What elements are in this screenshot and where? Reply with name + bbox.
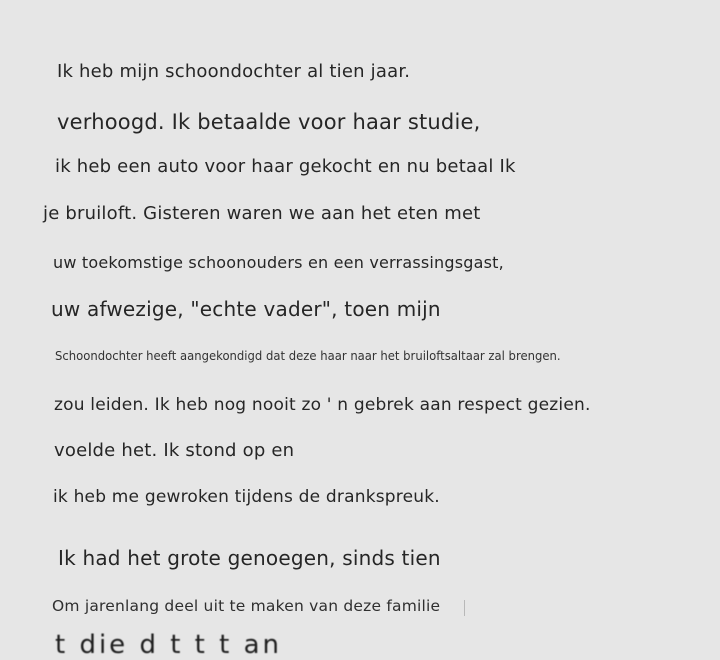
text-line-8: zou leiden. Ik heb nog nooit zo ' n gebrek aan respect gezien.	[54, 395, 591, 415]
text-line-5: uw toekomstige schoonouders en een verrassingsgast,	[53, 253, 504, 272]
text-line-10: ik heb me gewroken tijdens de drankspreuk.	[53, 487, 440, 507]
text-line-7: Schoondochter heeft aangekondigd dat deze haar naar het bruiloftsaltaar zal brengen.	[55, 348, 561, 363]
text-line-1: Ik heb mijn schoondochter al tien jaar.	[57, 61, 411, 82]
text-line-11: Ik had het grote genoegen, sinds tien	[58, 546, 441, 570]
text-line-12: Om jarenlang deel uit te maken van deze familie	[52, 597, 441, 615]
text-line-3: ik heb een auto voor haar gekocht en nu betaal Ik	[55, 156, 516, 177]
text-line-4: je bruiloft. Gisteren waren we aan het eten met	[43, 203, 481, 224]
cut-off-text-line: t die d t t t an	[55, 630, 283, 660]
text-line-6: uw afwezige, "echte vader", toen mijn	[51, 297, 441, 321]
text-cursor	[464, 600, 465, 616]
text-line-9: voelde het. Ik stond op en	[54, 440, 295, 461]
text-line-2: verhoogd. Ik betaalde voor haar studie,	[57, 110, 481, 134]
